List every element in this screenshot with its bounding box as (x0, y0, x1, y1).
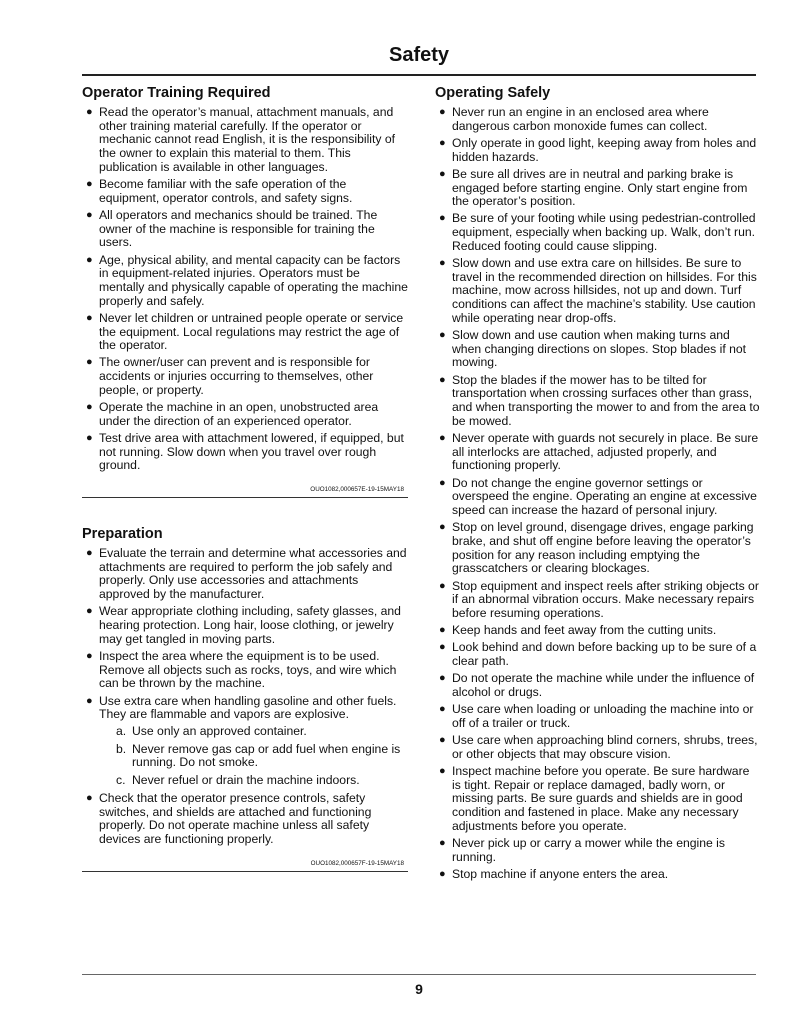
list-item-text: Evaluate the terrain and determine what accessories and attachments are required to perform the job safely and properly. Only use accessories and attachments approved by the manufacturer. (99, 546, 407, 602)
bullet-icon: ● (439, 836, 446, 849)
list-item (435, 703, 760, 730)
list-item-text: Inspect the area where the equipment is to be used. Remove all objects such as rocks, toys, and wire which can be thrown by the machine. (99, 649, 397, 691)
bullet-icon: ● (439, 624, 446, 637)
preparation-heading: Preparation (82, 526, 163, 543)
sub-item-text: Use only an approved container. (132, 724, 307, 739)
list-item-text: Use care when approaching blind corners, shrubs, trees, or other objects that may obscure vision. (452, 733, 758, 761)
sub-item-marker: c. (116, 773, 126, 788)
list-item (82, 106, 408, 175)
bullet-icon: ● (439, 373, 446, 386)
sub-item-text: Never refuel or drain the machine indoors. (132, 773, 360, 788)
list-item-text: Test drive area with attachment lowered, if equipped, but not running. Slow down when you travel over rough ground. (99, 430, 404, 473)
page-number: 9 (415, 981, 423, 997)
list-item-text: Check that the operator presence controls, safety switches, and shields are attached and functioning properly. Do not operate machine unless all safety devices are functioning properly. (99, 790, 372, 846)
list-item-text: Slow down and use extra care on hillsides. Be sure to travel in the recommended direction on hillsides. For this machine, mow across hillsides, not up and down. Turf conditions can affect the machine’s stability. Use caution while operating near drop-offs. (452, 256, 757, 325)
bullet-icon: ● (439, 641, 446, 654)
list-item (435, 168, 760, 209)
list-item-text: Keep hands and feet away from the cutting units. (452, 623, 717, 638)
section-divider (82, 871, 408, 872)
bullet-icon: ● (439, 476, 446, 489)
list-item-text: Do not operate the machine while under the influence of alcohol or drugs. (452, 671, 755, 699)
list-item-text: Read the operator’s manual, attachment manuals, and other training material carefully. If the operator or mechanic cannot read English, it is the responsibility of the owner to explain this material to them. This publication is available in other languages. (99, 105, 396, 174)
list-item-text: Wear appropriate clothing including, safety glasses, and hearing protection. Long hair, loose clothing, or jewelry may get tangled in moving parts. (99, 604, 401, 646)
operating-safely-section (435, 84, 760, 882)
page-title: Safety (388, 44, 450, 66)
bullet-icon: ● (439, 579, 446, 592)
list-item (82, 605, 408, 646)
list-item (435, 868, 760, 882)
section-divider (82, 497, 408, 498)
list-item (435, 837, 760, 864)
list-item-text: Do not change the engine governor settings or overspeed the engine. Operating an engine at excessive speed can increase the hazard of personal injury. (452, 475, 757, 517)
footer-divider (82, 974, 756, 975)
list-item (82, 254, 408, 309)
reference-code: OUO1082,000657E-19-15MAY18 (310, 486, 404, 494)
list-item (435, 521, 760, 576)
operator-training-list (82, 106, 408, 473)
list-item (435, 106, 760, 133)
sub-list-item (99, 774, 408, 788)
bullet-icon: ● (439, 764, 446, 777)
list-item (435, 734, 760, 761)
list-item (435, 765, 760, 834)
list-item-text: Use care when loading or unloading the machine into or off of a trailer or truck. (452, 702, 754, 730)
right-column (435, 84, 760, 885)
list-item-text: Never pick up or carry a mower while the engine is running. (452, 835, 725, 864)
bullet-icon: ● (86, 547, 93, 560)
bullet-icon: ● (86, 311, 93, 324)
list-item-text: Use extra care when handling gasoline and other fuels. They are flammable and vapors are explosive. (99, 693, 397, 722)
bullet-icon: ● (439, 867, 446, 880)
preparation-list (82, 547, 408, 847)
left-column (82, 84, 408, 872)
bullet-icon: ● (439, 257, 446, 270)
reference-code: OUO1082,000657F-19-15MAY18 (310, 859, 404, 867)
list-item (82, 178, 408, 205)
bullet-icon: ● (439, 106, 446, 118)
list-item-text: Look behind and down before backing up to be sure of a clear path. (452, 640, 757, 669)
list-item-text: Operate the machine in an open, unobstructed area under the direction of an experienced operator. (99, 400, 379, 428)
list-item (82, 695, 408, 788)
title-divider (82, 74, 756, 76)
list-item (435, 580, 760, 621)
bullet-icon: ● (86, 253, 93, 266)
list-item (82, 209, 408, 250)
list-item (435, 641, 760, 668)
list-item (435, 257, 760, 326)
bullet-icon: ● (86, 208, 93, 221)
list-item (435, 137, 760, 164)
list-item (82, 432, 408, 473)
list-item-text: Be sure of your footing while using pedestrian-controlled equipment, especially when backing up. Walk, don’t run. Reduced footing could cause slipping. (452, 211, 756, 253)
fuel-sublist (99, 725, 408, 788)
list-item-text: Be sure all drives are in neutral and parking brake is engaged before starting engine. Only start engine from the operator’s position. (452, 166, 748, 209)
bullet-icon: ● (439, 136, 446, 149)
bullet-icon: ● (86, 791, 93, 804)
bullet-icon: ● (439, 212, 446, 225)
list-item (435, 374, 760, 429)
sub-item-marker: b. (116, 741, 127, 756)
preparation-section (82, 525, 408, 872)
bullet-icon: ● (86, 401, 93, 414)
list-item (435, 672, 760, 699)
bullet-icon: ● (86, 178, 93, 191)
list-item-text: Slow down and use caution when making turns and when changing directions on slopes. Stop blades if not mowing. (452, 328, 747, 370)
list-item-text: Inspect machine before you operate. Be sure hardware is tight. Repair or replace damaged, badly worn, or missing parts. Be sure guards and shields are in good condition and fastened in place. Make any necessary adjustments before you operate. (452, 763, 750, 833)
list-item-text: Stop the blades if the mower has to be tilted for transportation when crossing surfaces other than grass, and when transporting the mower to and from the area to be mowed. (452, 372, 760, 428)
sub-list-item (99, 743, 408, 770)
operating-safely-heading: Operating Safely (435, 85, 551, 101)
list-item (82, 650, 408, 691)
list-item (82, 356, 408, 397)
bullet-icon: ● (439, 431, 446, 444)
sub-item-text: Never remove gas cap or add fuel when engine is running. Do not smoke. (132, 741, 401, 770)
bullet-icon: ● (439, 329, 446, 342)
list-item-text: Become familiar with the safe operation of the equipment, operator controls, and safety signs. (99, 177, 353, 205)
list-item-text: Age, physical ability, and mental capacity can be factors in equipment-related injuries. Operators must be mentally and physically capable of operating the machine properly and safely. (99, 252, 408, 308)
bullet-icon: ● (86, 605, 93, 618)
list-item (82, 792, 408, 847)
list-item-text: Only operate in good light, keeping away from holes and hidden hazards. (452, 135, 757, 164)
sub-item-marker: a. (116, 724, 127, 739)
list-item (82, 547, 408, 602)
list-item-text: Stop machine if anyone enters the area. (452, 866, 669, 881)
bullet-icon: ● (86, 356, 93, 369)
sub-list-item (99, 725, 408, 739)
list-item (435, 477, 760, 518)
bullet-icon: ● (86, 106, 93, 118)
bullet-icon: ● (439, 167, 446, 180)
bullet-icon: ● (86, 431, 93, 444)
operator-training-section (82, 84, 408, 498)
list-item-text: All operators and mechanics should be trained. The owner of the machine is responsible for training the users. (99, 207, 378, 250)
bullet-icon: ● (86, 650, 93, 662)
list-item (435, 432, 760, 473)
bullet-icon: ● (439, 734, 446, 747)
list-item (435, 624, 760, 638)
list-item-text: Stop equipment and inspect reels after striking objects or if an abnormal vibration occurs. Make necessary repairs before resuming operations. (452, 578, 759, 620)
list-item-text: Never run an engine in an enclosed area where dangerous carbon monoxide fumes can collect. (452, 105, 709, 133)
list-item (82, 312, 408, 353)
operating-safely-list (435, 106, 760, 882)
list-item-text: The owner/user can prevent and is responsible for accidents or injuries occurring to themselves, other people, or property. (99, 355, 374, 397)
list-item-text: Never operate with guards not securely in place. Be sure all interlocks are attached, adjusted properly, and functioning properly. (452, 430, 759, 473)
bullet-icon: ● (439, 521, 446, 534)
list-item (82, 401, 408, 428)
list-item (435, 329, 760, 370)
list-item-text: Never let children or untrained people operate or service the equipment. Local regulations may restrict the age of the operator. (99, 310, 404, 353)
list-item (435, 212, 760, 253)
bullet-icon: ● (439, 672, 446, 685)
bullet-icon: ● (439, 703, 446, 716)
operator-training-heading: Operator Training Required (82, 85, 271, 101)
bullet-icon: ● (86, 694, 93, 707)
list-item-text: Stop on level ground, disengage drives, engage parking brake, and shut off engine before leaving the operator’s position for any reason including emptying the grasscatchers or clearing blockages. (452, 520, 754, 576)
